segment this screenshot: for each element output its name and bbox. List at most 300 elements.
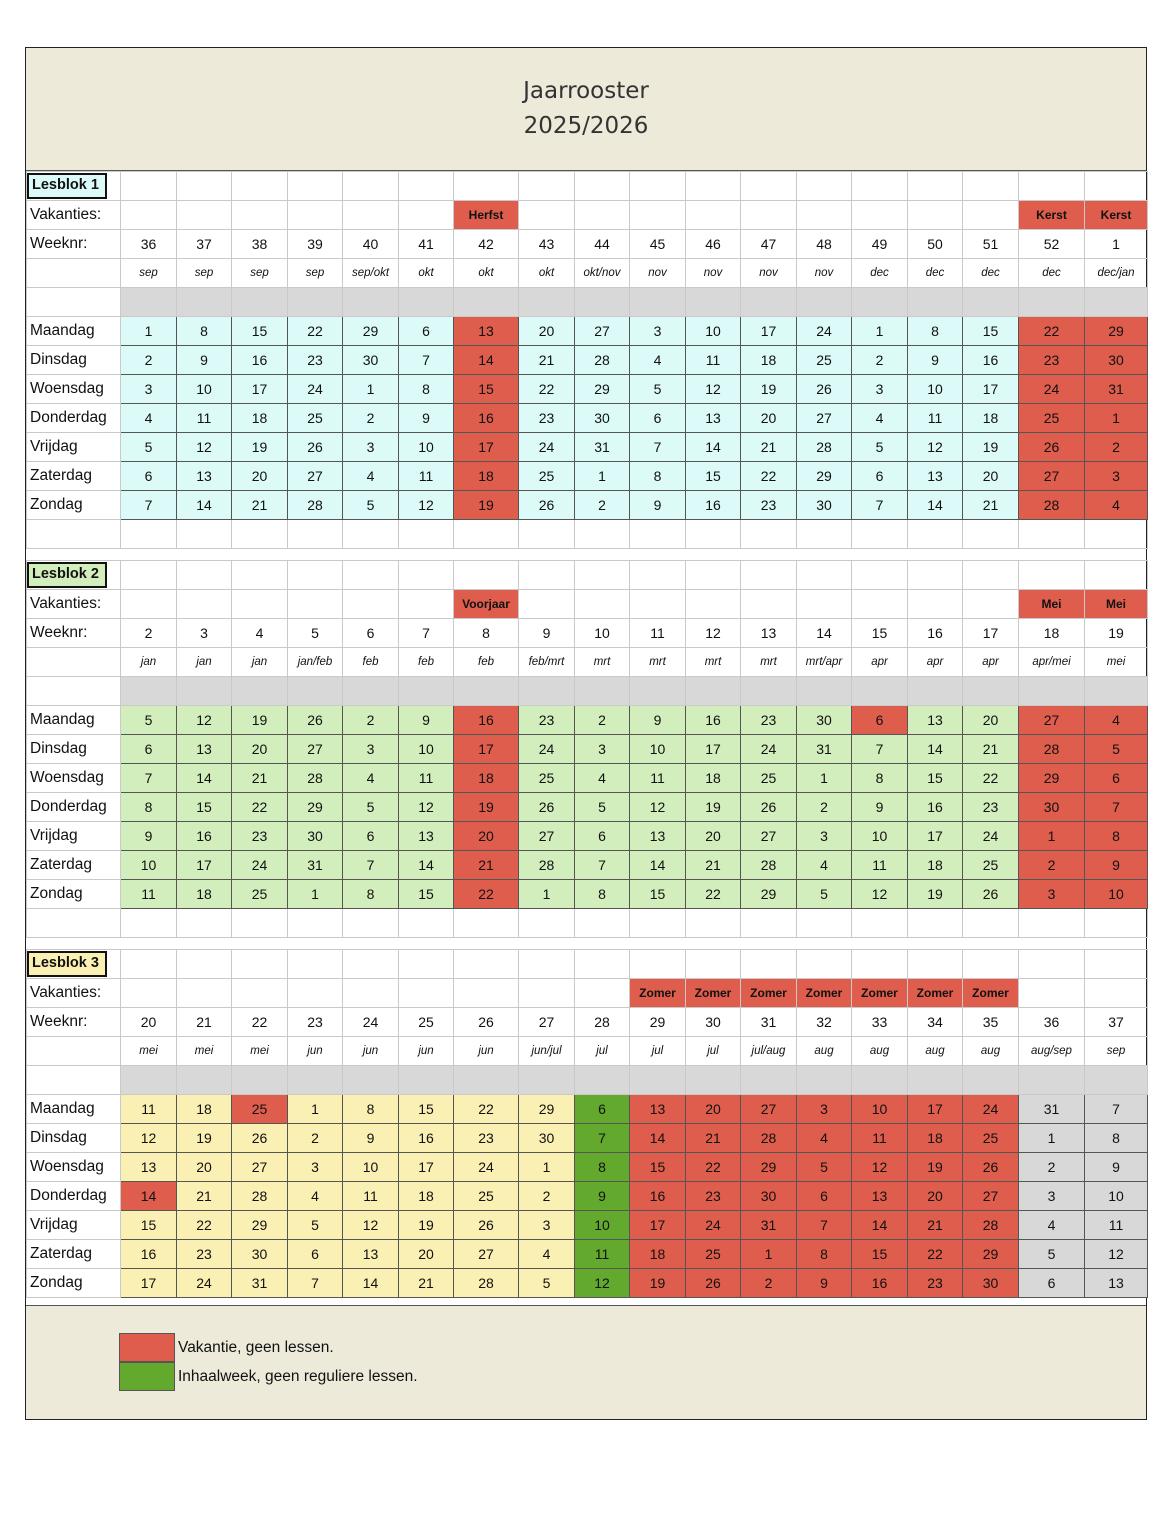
month-cell: sep	[121, 259, 177, 288]
date-cell: 5	[797, 880, 852, 909]
date-cell: 28	[963, 1211, 1019, 1240]
week-number: 48	[797, 230, 852, 259]
date-cell: 23	[288, 346, 343, 375]
week-number: 16	[908, 619, 963, 648]
date-cell: 16	[399, 1124, 454, 1153]
vacation-cell: Mei	[1085, 590, 1148, 619]
date-cell: 13	[908, 462, 963, 491]
weeknr-label: Weeknr:	[27, 619, 121, 648]
date-cell: 12	[852, 880, 908, 909]
date-cell: 30	[1085, 346, 1148, 375]
month-cell: jul	[575, 1037, 630, 1066]
vacation-cell	[519, 201, 575, 230]
date-cell: 29	[519, 1095, 575, 1124]
date-cell: 5	[519, 1269, 575, 1298]
separator-cell	[454, 288, 519, 317]
date-cell: 9	[343, 1124, 399, 1153]
date-cell: 21	[686, 851, 741, 880]
date-cell: 22	[519, 375, 575, 404]
date-cell: 30	[232, 1240, 288, 1269]
legend-item-holiday	[119, 1333, 334, 1362]
week-number: 47	[741, 230, 797, 259]
date-cell: 4	[519, 1240, 575, 1269]
empty-cell	[232, 520, 288, 549]
date-cell: 5	[121, 706, 177, 735]
date-cell: 9	[1085, 1153, 1148, 1182]
date-cell: 2	[575, 706, 630, 735]
date-cell: 3	[121, 375, 177, 404]
month-cell: aug	[908, 1037, 963, 1066]
date-cell: 7	[575, 1124, 630, 1153]
separator-cell	[686, 1066, 741, 1095]
day-label: Woensdag	[27, 764, 121, 793]
date-cell: 14	[121, 1182, 177, 1211]
date-cell: 2	[343, 404, 399, 433]
date-cell: 19	[630, 1269, 686, 1298]
date-cell: 6	[797, 1182, 852, 1211]
date-cell: 10	[575, 1211, 630, 1240]
month-label	[27, 259, 121, 288]
month-cell: jan	[232, 648, 288, 677]
date-cell: 15	[454, 375, 519, 404]
vacation-cell	[232, 201, 288, 230]
date-cell: 20	[686, 822, 741, 851]
date-cell: 13	[630, 1095, 686, 1124]
date-cell: 15	[630, 880, 686, 909]
date-cell: 19	[177, 1124, 232, 1153]
empty-cell	[288, 520, 343, 549]
date-cell: 20	[963, 706, 1019, 735]
date-cell: 21	[177, 1182, 232, 1211]
empty-cell	[741, 520, 797, 549]
vacations-label: Vakanties:	[27, 979, 121, 1008]
date-cell: 26	[797, 375, 852, 404]
date-cell: 19	[908, 880, 963, 909]
date-cell: 5	[1019, 1240, 1085, 1269]
date-cell: 9	[177, 346, 232, 375]
empty-cell	[288, 950, 343, 979]
date-cell: 30	[575, 404, 630, 433]
month-cell: okt/nov	[575, 259, 630, 288]
date-cell: 4	[288, 1182, 343, 1211]
vacation-cell	[1019, 979, 1085, 1008]
date-cell: 20	[519, 317, 575, 346]
date-cell: 18	[686, 764, 741, 793]
date-cell: 24	[1019, 375, 1085, 404]
separator-cell	[630, 1066, 686, 1095]
separator-cell	[1085, 1066, 1148, 1095]
day-label: Dinsdag	[27, 1124, 121, 1153]
vacation-cell	[232, 590, 288, 619]
date-cell: 28	[519, 851, 575, 880]
vacation-cell	[454, 979, 519, 1008]
date-cell: 5	[121, 433, 177, 462]
date-cell: 18	[177, 880, 232, 909]
date-cell: 2	[1085, 433, 1148, 462]
date-cell: 10	[343, 1153, 399, 1182]
date-cell: 14	[908, 491, 963, 520]
date-cell: 30	[797, 491, 852, 520]
week-number: 12	[686, 619, 741, 648]
date-cell: 28	[1019, 735, 1085, 764]
separator-cell	[519, 288, 575, 317]
date-cell: 2	[797, 793, 852, 822]
date-cell: 13	[852, 1182, 908, 1211]
separator-cell	[963, 677, 1019, 706]
date-cell: 28	[454, 1269, 519, 1298]
date-cell: 7	[121, 764, 177, 793]
vacation-cell	[121, 979, 177, 1008]
date-cell: 22	[1019, 317, 1085, 346]
date-cell: 11	[852, 851, 908, 880]
date-cell: 7	[121, 491, 177, 520]
week-number: 43	[519, 230, 575, 259]
month-cell: aug	[963, 1037, 1019, 1066]
empty-cell	[232, 561, 288, 590]
vacation-cell	[399, 201, 454, 230]
date-cell: 3	[797, 1095, 852, 1124]
vacation-cell: Kerst	[1019, 201, 1085, 230]
empty-cell	[1019, 520, 1085, 549]
separator-cell	[797, 288, 852, 317]
day-label: Maandag	[27, 706, 121, 735]
vacation-cell	[1085, 979, 1148, 1008]
empty-cell	[797, 950, 852, 979]
separator-cell	[399, 1066, 454, 1095]
date-cell: 22	[908, 1240, 963, 1269]
date-cell: 8	[343, 880, 399, 909]
date-cell: 3	[630, 317, 686, 346]
date-cell: 22	[686, 1153, 741, 1182]
date-cell: 9	[1085, 851, 1148, 880]
date-cell: 24	[288, 375, 343, 404]
month-cell: okt	[399, 259, 454, 288]
date-cell: 4	[575, 764, 630, 793]
month-cell: dec	[963, 259, 1019, 288]
month-cell: apr	[908, 648, 963, 677]
date-cell: 21	[963, 491, 1019, 520]
date-cell: 25	[519, 462, 575, 491]
date-cell: 1	[852, 317, 908, 346]
date-cell: 23	[963, 793, 1019, 822]
date-cell: 11	[630, 764, 686, 793]
title-band	[26, 48, 1146, 171]
date-cell: 4	[797, 1124, 852, 1153]
separator-cell	[232, 1066, 288, 1095]
empty-cell	[454, 909, 519, 938]
vacation-cell: Zomer	[686, 979, 741, 1008]
block-title: Lesblok 1	[27, 173, 107, 199]
date-cell: 2	[852, 346, 908, 375]
date-cell: 27	[741, 1095, 797, 1124]
separator-cell	[121, 288, 177, 317]
empty-cell	[630, 561, 686, 590]
month-cell: mei	[121, 1037, 177, 1066]
day-label: Donderdag	[27, 1182, 121, 1211]
date-cell: 31	[575, 433, 630, 462]
date-cell: 9	[797, 1269, 852, 1298]
empty-cell	[399, 561, 454, 590]
date-cell: 20	[232, 462, 288, 491]
month-cell: dec/jan	[1085, 259, 1148, 288]
separator-cell	[177, 1066, 232, 1095]
empty-cell	[741, 561, 797, 590]
month-cell: jan	[177, 648, 232, 677]
vacation-cell	[177, 590, 232, 619]
month-cell: okt	[519, 259, 575, 288]
date-cell: 30	[741, 1182, 797, 1211]
date-cell: 17	[963, 375, 1019, 404]
date-cell: 30	[1019, 793, 1085, 822]
separator-cell	[797, 677, 852, 706]
separator-cell	[343, 677, 399, 706]
date-cell: 12	[575, 1269, 630, 1298]
date-cell: 21	[519, 346, 575, 375]
date-cell: 12	[630, 793, 686, 822]
month-cell: apr	[852, 648, 908, 677]
vacation-cell	[343, 590, 399, 619]
date-cell: 30	[288, 822, 343, 851]
date-cell: 29	[797, 462, 852, 491]
week-number: 30	[686, 1008, 741, 1037]
date-cell: 21	[232, 491, 288, 520]
day-label: Zaterdag	[27, 851, 121, 880]
date-cell: 25	[519, 764, 575, 793]
empty-cell	[1019, 172, 1085, 201]
date-cell: 1	[519, 1153, 575, 1182]
date-cell: 17	[121, 1269, 177, 1298]
day-label: Vrijdag	[27, 822, 121, 851]
week-number: 1	[1085, 230, 1148, 259]
empty-cell	[963, 172, 1019, 201]
month-cell: feb	[454, 648, 519, 677]
date-cell: 8	[575, 1153, 630, 1182]
date-cell: 7	[852, 735, 908, 764]
empty-cell	[519, 561, 575, 590]
date-cell: 29	[963, 1240, 1019, 1269]
week-number: 5	[288, 619, 343, 648]
date-cell: 25	[232, 1095, 288, 1124]
empty-cell	[686, 520, 741, 549]
empty-cell	[232, 909, 288, 938]
empty-cell	[741, 172, 797, 201]
week-number: 17	[963, 619, 1019, 648]
month-label	[27, 648, 121, 677]
date-cell: 1	[121, 317, 177, 346]
date-cell: 8	[908, 317, 963, 346]
separator-cell	[741, 1066, 797, 1095]
date-cell: 10	[852, 822, 908, 851]
week-number: 13	[741, 619, 797, 648]
month-cell: nov	[630, 259, 686, 288]
date-cell: 26	[963, 880, 1019, 909]
empty-cell	[288, 172, 343, 201]
empty-cell	[686, 950, 741, 979]
empty-cell	[1085, 950, 1148, 979]
empty-cell	[908, 172, 963, 201]
date-cell: 14	[630, 851, 686, 880]
date-cell: 29	[288, 793, 343, 822]
date-cell: 14	[686, 433, 741, 462]
separator-cell	[454, 677, 519, 706]
date-cell: 18	[908, 851, 963, 880]
vacation-cell	[177, 979, 232, 1008]
day-label: Maandag	[27, 317, 121, 346]
block-title-cell	[27, 950, 121, 979]
date-cell: 29	[343, 317, 399, 346]
date-cell: 7	[1085, 793, 1148, 822]
date-cell: 10	[1085, 880, 1148, 909]
date-cell: 25	[963, 1124, 1019, 1153]
date-cell: 26	[232, 1124, 288, 1153]
date-cell: 1	[288, 880, 343, 909]
vacation-cell	[963, 201, 1019, 230]
date-cell: 3	[575, 735, 630, 764]
date-cell: 31	[232, 1269, 288, 1298]
date-cell: 9	[399, 404, 454, 433]
empty-cell	[908, 561, 963, 590]
empty-cell	[232, 172, 288, 201]
separator-cell	[1085, 288, 1148, 317]
month-cell: mrt	[686, 648, 741, 677]
month-cell: mrt	[741, 648, 797, 677]
date-cell: 28	[741, 1124, 797, 1153]
date-cell: 17	[908, 1095, 963, 1124]
separator-cell	[1085, 677, 1148, 706]
date-cell: 12	[399, 491, 454, 520]
month-label	[27, 1037, 121, 1066]
day-label: Vrijdag	[27, 433, 121, 462]
date-cell: 8	[343, 1095, 399, 1124]
separator-cell	[288, 288, 343, 317]
empty-cell	[454, 520, 519, 549]
date-cell: 20	[741, 404, 797, 433]
date-cell: 10	[852, 1095, 908, 1124]
date-cell: 25	[288, 404, 343, 433]
week-number: 36	[121, 230, 177, 259]
vacation-cell	[908, 590, 963, 619]
empty-cell	[177, 950, 232, 979]
date-cell: 21	[399, 1269, 454, 1298]
date-cell: 26	[288, 706, 343, 735]
empty-cell	[797, 172, 852, 201]
date-cell: 9	[121, 822, 177, 851]
date-cell: 27	[1019, 706, 1085, 735]
date-cell: 7	[343, 851, 399, 880]
date-cell: 29	[1019, 764, 1085, 793]
separator-cell	[343, 288, 399, 317]
date-cell: 21	[232, 764, 288, 793]
date-cell: 15	[121, 1211, 177, 1240]
month-cell: jan/feb	[288, 648, 343, 677]
month-cell: sep	[232, 259, 288, 288]
vacation-cell: Zomer	[741, 979, 797, 1008]
week-number: 3	[177, 619, 232, 648]
vacation-cell	[232, 979, 288, 1008]
week-number: 49	[852, 230, 908, 259]
vacation-cell	[343, 201, 399, 230]
date-cell: 26	[519, 793, 575, 822]
legend-swatch-holiday	[119, 1333, 175, 1362]
separator-cell	[908, 1066, 963, 1095]
date-cell: 14	[454, 346, 519, 375]
date-cell: 11	[686, 346, 741, 375]
week-number: 41	[399, 230, 454, 259]
date-cell: 27	[797, 404, 852, 433]
date-cell: 8	[575, 880, 630, 909]
week-number: 40	[343, 230, 399, 259]
date-cell: 4	[1085, 491, 1148, 520]
empty-cell	[519, 172, 575, 201]
date-cell: 13	[630, 822, 686, 851]
separator-cell	[121, 1066, 177, 1095]
month-cell: mrt	[630, 648, 686, 677]
date-cell: 19	[741, 375, 797, 404]
date-cell: 4	[121, 404, 177, 433]
date-cell: 28	[232, 1182, 288, 1211]
date-cell: 25	[963, 851, 1019, 880]
separator-cell	[797, 1066, 852, 1095]
date-cell: 21	[963, 735, 1019, 764]
week-number: 29	[630, 1008, 686, 1037]
date-cell: 17	[741, 317, 797, 346]
date-cell: 13	[908, 706, 963, 735]
vacation-cell	[963, 590, 1019, 619]
date-cell: 13	[686, 404, 741, 433]
date-cell: 18	[454, 462, 519, 491]
empty-cell	[343, 520, 399, 549]
date-cell: 16	[232, 346, 288, 375]
empty-cell	[232, 950, 288, 979]
date-cell: 6	[1019, 1269, 1085, 1298]
separator-cell	[343, 1066, 399, 1095]
lesblok-table	[26, 949, 1148, 1298]
date-cell: 28	[741, 851, 797, 880]
date-cell: 26	[1019, 433, 1085, 462]
day-label: Zondag	[27, 880, 121, 909]
empty-cell	[454, 172, 519, 201]
date-cell: 1	[1019, 1124, 1085, 1153]
vacation-cell	[288, 979, 343, 1008]
date-cell: 16	[454, 404, 519, 433]
schedule-sheet	[25, 47, 1147, 1420]
weeknr-label: Weeknr:	[27, 1008, 121, 1037]
date-cell: 23	[519, 404, 575, 433]
separator-cell	[519, 677, 575, 706]
date-cell: 13	[343, 1240, 399, 1269]
month-cell: jun	[343, 1037, 399, 1066]
weeknr-label: Weeknr:	[27, 230, 121, 259]
separator-cell	[177, 288, 232, 317]
day-label: Dinsdag	[27, 735, 121, 764]
date-cell: 11	[908, 404, 963, 433]
date-cell: 9	[852, 793, 908, 822]
empty-cell	[852, 561, 908, 590]
date-cell: 16	[454, 706, 519, 735]
date-cell: 31	[741, 1211, 797, 1240]
legend-band	[26, 1305, 1146, 1419]
date-cell: 3	[288, 1153, 343, 1182]
separator-label	[27, 1066, 121, 1095]
month-cell: jun/jul	[519, 1037, 575, 1066]
date-cell: 12	[908, 433, 963, 462]
vacation-cell	[177, 201, 232, 230]
date-cell: 28	[797, 433, 852, 462]
date-cell: 27	[1019, 462, 1085, 491]
date-cell: 2	[519, 1182, 575, 1211]
week-number: 18	[1019, 619, 1085, 648]
month-cell: mei	[1085, 648, 1148, 677]
